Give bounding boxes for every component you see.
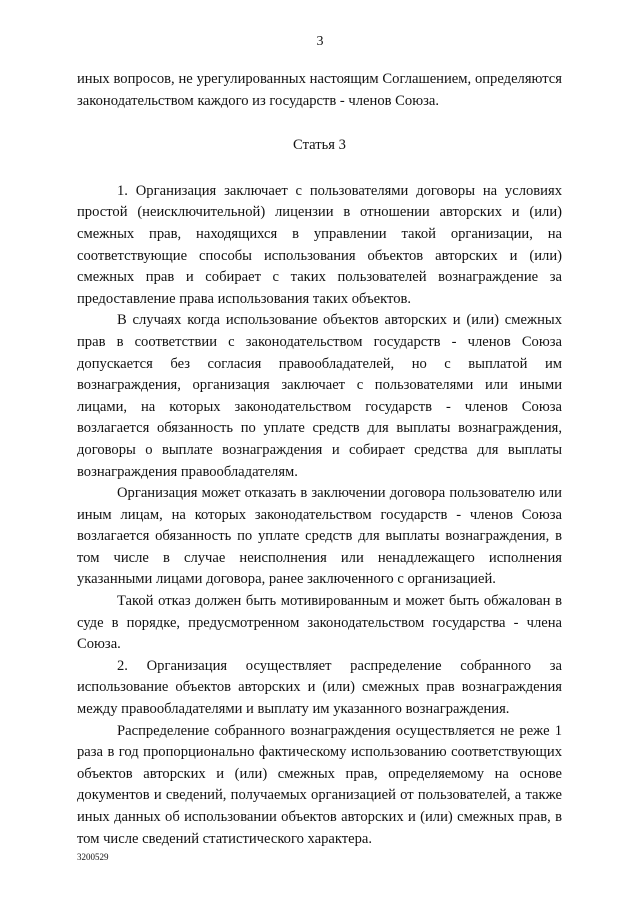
article-title: Статья 3 <box>293 137 346 154</box>
paragraph-2: В случаях когда использование объектов авторских и (или) смежных прав в соответствии с законодательством государств - членов Союза допускается без согласия правообладателей, но с выплатой им вознаграждения, организация заключает с пользователями или иными лицами, на которых законодательством государств - членов Союза возлагается обязанность по уплате средств для выплаты вознаграждения, договоры о выплате вознаграждения и собирает средства для выплаты вознаграждения правообладателям. <box>77 312 562 480</box>
paragraph-1: 1. Организация заключает с пользователями договоры на условиях простой (неисключительной) лицензии в отношении авторских и (или) смежных прав, находящихся в управлении такой организации, на соответствующие способы использования объектов авторских и (или) смежных прав и собирает с таких пользователей вознаграждение за предоставление права использования таких объектов. <box>77 182 562 307</box>
paragraph-3: Организация может отказать в заключении договора пользователю или иным лицам, на которых законодательством государств - членов Союза возлагается обязанность по уплате средств для выплаты вознаграждения, в том числе в случае неисполнения или ненадлежащего исполнения указанными лицами договора, ранее заключенного с организацией. <box>77 485 562 588</box>
paragraph-4: Такой отказ должен быть мотивированным и может быть обжалован в суде в порядке, предусмотренном законодательством государства - члена Союза. <box>77 593 562 653</box>
paragraph-5: 2. Организация осуществляет распределение собранного за использование объектов авторских и (или) смежных прав вознаграждения между правообладателями и выплату им указанного вознаграждения. <box>77 657 562 718</box>
document-body <box>77 69 562 850</box>
document-code: 3200529 <box>77 852 109 862</box>
page-number: 3 <box>316 34 324 49</box>
paragraph-6: Распределение собранного вознаграждения осуществляется не реже 1 раза в год пропорционально фактическому использованию соответствующих объектов авторских и (или) смежных прав, определяемому на основе документов и сведений, получаемых организацией от пользователей, а также иных данных об использовании объектов авторских и (или) смежных прав, в том числе сведений статистического характера. <box>77 722 562 847</box>
continuation-paragraph: иных вопросов, не урегулированных настоящим Соглашением, определяются законодательством каждого из государств - членов Союза. <box>77 71 562 109</box>
